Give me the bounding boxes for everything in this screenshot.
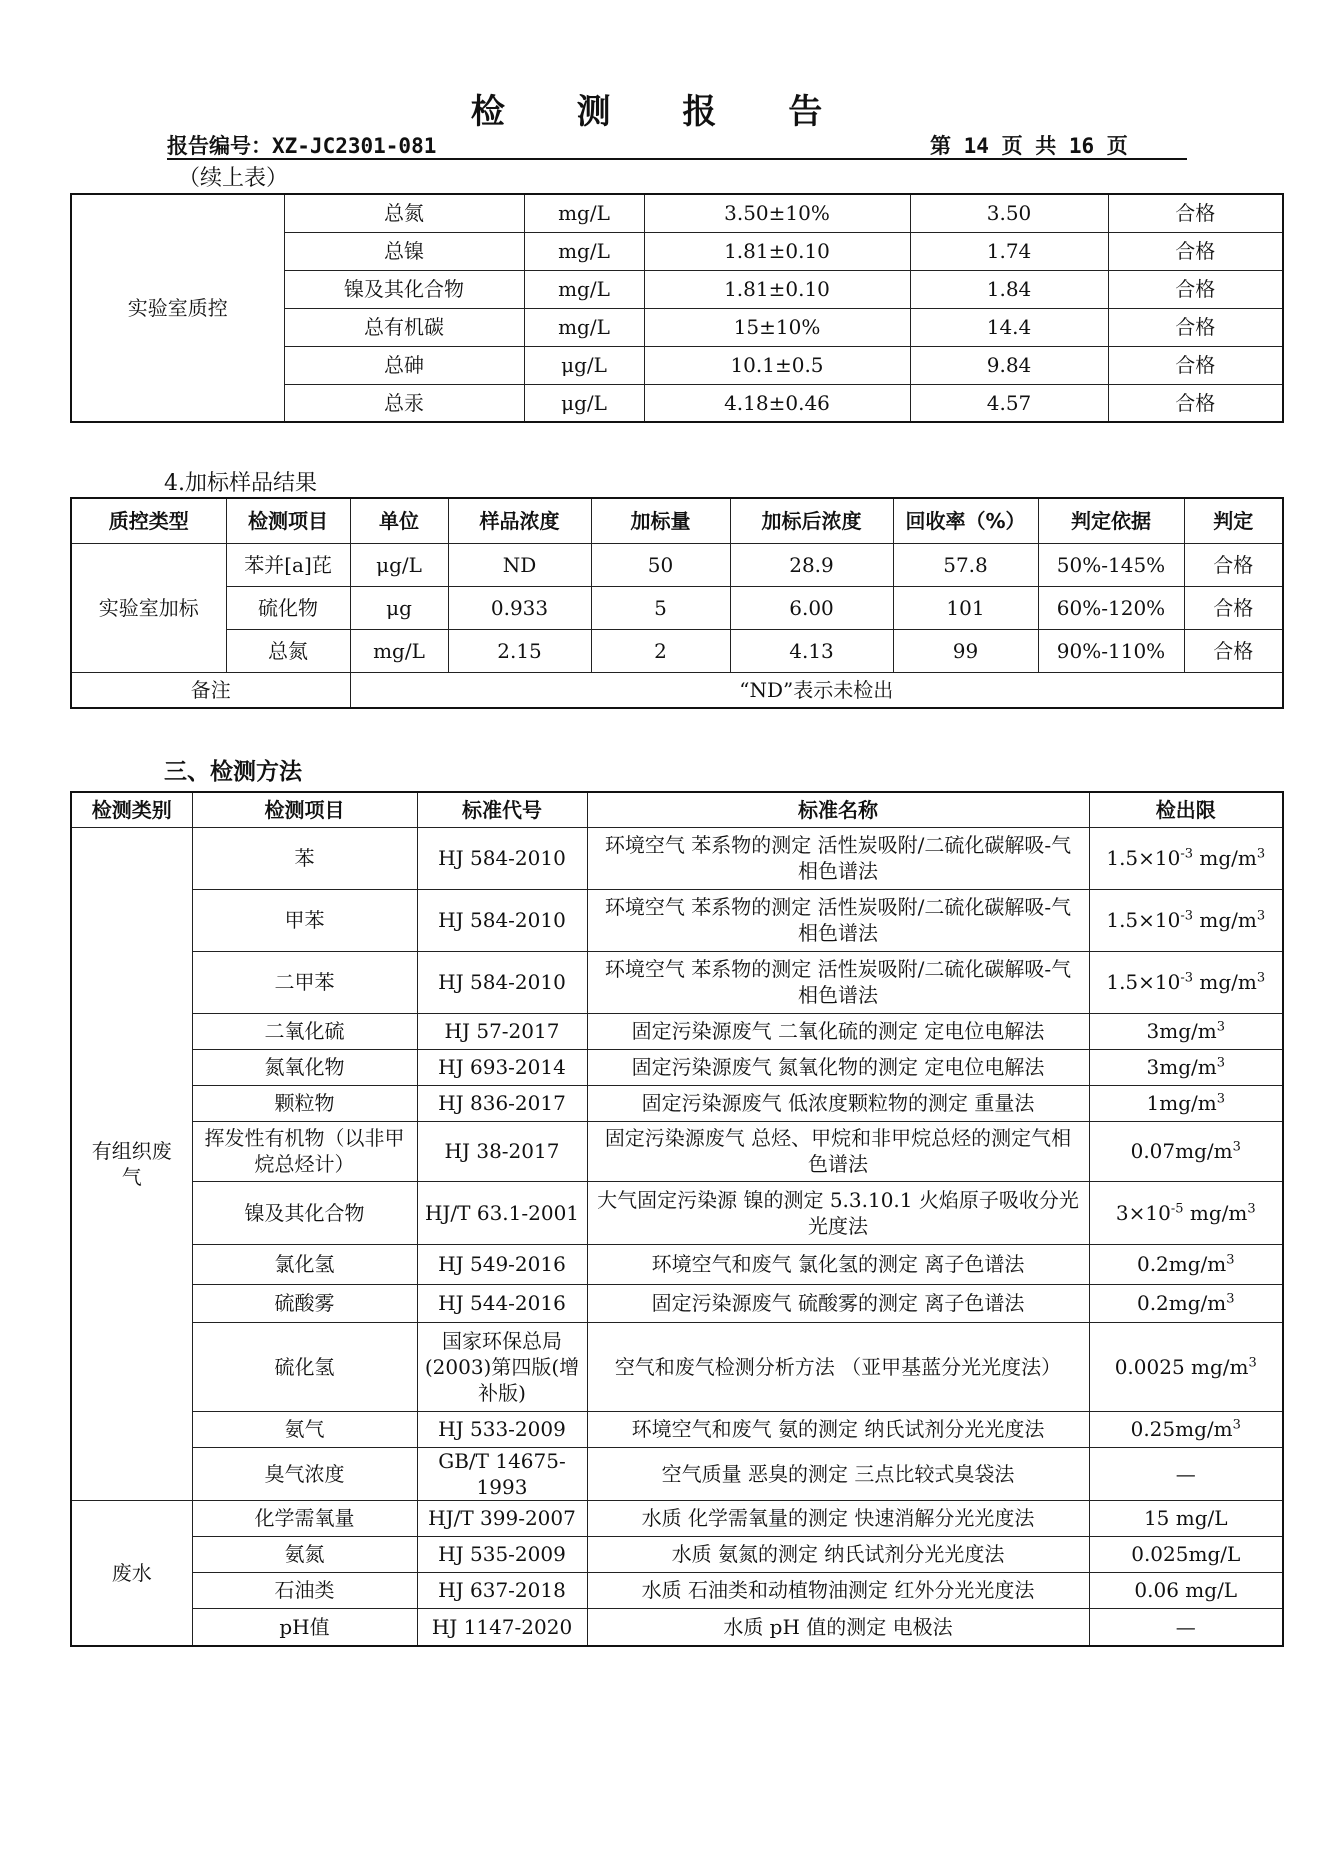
qc-result: 1.74 [910,232,1108,270]
table-row [71,889,1283,951]
remark-row [71,672,1283,708]
qc-table [70,193,1284,423]
limit-value: 3mg/m [1146,1019,1217,1043]
method-name: 空气质量 恶臭的测定 三点比较式臭袋法 [587,1447,1089,1500]
table-row [71,1284,1283,1322]
spike-header-cell: 单位 [350,498,448,543]
limit-value: 3mg/m [1146,1055,1217,1079]
method-table [70,791,1284,1647]
spike-added: 5 [591,586,730,629]
limit-unit-exponent: 3 [1256,970,1266,986]
table-row [71,543,1283,586]
method-name: 固定污染源废气 硫酸雾的测定 离子色谱法 [587,1284,1089,1322]
method-code: HJ 544-2016 [417,1284,587,1322]
method-code: HJ 584-2010 [417,827,587,889]
table-row [71,1085,1283,1121]
method-code: HJ/T 399-2007 [417,1500,587,1536]
qc-verdict: 合格 [1108,384,1283,422]
method-limit: 0.06 mg/L [1089,1572,1283,1608]
table-row [71,1536,1283,1572]
method-name: 水质 pH 值的测定 电极法 [587,1608,1089,1646]
qc-verdict: 合格 [1108,232,1283,270]
qc-result: 1.84 [910,270,1108,308]
method-name: 固定污染源废气 氮氧化物的测定 定电位电解法 [587,1049,1089,1085]
spike-recovery: 101 [893,586,1038,629]
limit-value: 0.2mg/m [1136,1291,1227,1315]
limit-value: 1.5×10 [1106,846,1181,870]
qc-verdict: 合格 [1108,308,1283,346]
spike-section-title: 4.加标样品结果 [164,471,317,496]
page-number: 第 14 页 共 16 页 [930,134,1128,158]
limit-unit-exponent: 3 [1256,908,1266,924]
method-code: GB/T 14675-1993 [417,1447,587,1500]
qc-verdict: 合格 [1108,346,1283,384]
table-header-row [71,498,1283,543]
limit-value: 1.5×10 [1106,908,1181,932]
method-item: 化学需氧量 [192,1500,417,1536]
method-group-gas: 有组织废气 [71,827,192,1500]
spike-header-cell: 加标量 [591,498,730,543]
spike-header-cell: 样品浓度 [448,498,591,543]
table-row [71,629,1283,672]
spike-basis: 90%-110% [1038,629,1184,672]
limit-exponent: 3 [1216,1055,1225,1071]
limit-unit: mg/m [1183,1200,1248,1225]
method-code: HJ 57-2017 [417,1013,587,1049]
method-limit [1089,1244,1283,1284]
method-limit: 15 mg/L [1089,1500,1283,1536]
method-group-water: 废水 [71,1500,192,1646]
limit-value: 0.07mg/m [1130,1139,1233,1163]
method-code: HJ 533-2009 [417,1411,587,1447]
method-item: 臭气浓度 [192,1447,417,1500]
table-header-row [71,792,1283,827]
method-limit [1089,1447,1283,1500]
limit-exponent: 3 [1232,1139,1241,1155]
method-item: 二甲苯 [192,951,417,1013]
method-name: 水质 化学需氧量的测定 快速消解分光光度法 [587,1500,1089,1536]
limit-exponent: -5 [1170,1200,1184,1216]
table-row [71,1608,1283,1646]
spike-after: 28.9 [730,543,893,586]
qc-group-label: 实验室质控 [71,194,284,422]
limit-exponent: -3 [1180,970,1194,986]
method-header-cell: 标准名称 [587,792,1089,827]
method-code: HJ 693-2014 [417,1049,587,1085]
qc-standard: 1.81±0.10 [644,232,910,270]
limit-exponent: 3 [1248,1354,1257,1370]
method-item: 硫化氢 [192,1322,417,1411]
spike-item: 总氮 [226,629,350,672]
method-header-cell: 标准代号 [417,792,587,827]
spike-header-cell: 检测项目 [226,498,350,543]
spike-group-label: 实验室加标 [71,543,226,672]
spike-sample: 0.933 [448,586,591,629]
method-item: 二氧化硫 [192,1013,417,1049]
method-item: 硫酸雾 [192,1284,417,1322]
method-name: 空气和废气检测分析方法 （亚甲基蓝分光光度法） [587,1322,1089,1411]
spike-recovery: 57.8 [893,543,1038,586]
method-limit [1089,827,1283,889]
method-code: HJ 584-2010 [417,889,587,951]
limit-exponent: 3 [1226,1291,1235,1307]
spike-verdict: 合格 [1184,586,1283,629]
limit-exponent: 3 [1226,1252,1235,1268]
table-row [71,1322,1283,1411]
table-row [71,951,1283,1013]
spike-verdict: 合格 [1184,543,1283,586]
method-limit [1089,1322,1283,1411]
spike-unit: μg [350,586,448,629]
table-row [71,1181,1283,1244]
limit-exponent: 3 [1216,1091,1225,1107]
method-name: 环境空气和废气 氨的测定 纳氏试剂分光光度法 [587,1411,1089,1447]
method-limit [1089,1181,1283,1244]
spike-after: 4.13 [730,629,893,672]
qc-standard: 1.81±0.10 [644,270,910,308]
spike-item: 苯并[a]芘 [226,543,350,586]
table-row [71,827,1283,889]
method-section-title: 三、检测方法 [164,759,302,785]
spike-header-cell: 判定 [1184,498,1283,543]
method-item: 挥发性有机物（以非甲烷总烃计） [192,1121,417,1181]
method-item: 氨气 [192,1411,417,1447]
qc-unit: μg/L [524,384,644,422]
qc-item: 总有机碳 [284,308,524,346]
qc-result: 9.84 [910,346,1108,384]
spike-unit: μg/L [350,543,448,586]
qc-unit: μg/L [524,346,644,384]
qc-item: 镍及其化合物 [284,270,524,308]
qc-unit: mg/L [524,270,644,308]
method-limit [1089,889,1283,951]
spike-header-cell: 加标后浓度 [730,498,893,543]
method-name: 固定污染源废气 二氧化硫的测定 定电位电解法 [587,1013,1089,1049]
qc-item: 总砷 [284,346,524,384]
table-row [71,1447,1283,1500]
method-name: 环境空气 苯系物的测定 活性炭吸附/二硫化碳解吸-气相色谱法 [587,827,1089,889]
limit-value: 3×10 [1115,1200,1171,1225]
spike-unit: mg/L [350,629,448,672]
method-header-cell: 检出限 [1089,792,1283,827]
method-name: 固定污染源废气 低浓度颗粒物的测定 重量法 [587,1085,1089,1121]
limit-unit: mg/m [1193,970,1257,994]
spike-verdict: 合格 [1184,629,1283,672]
method-code: HJ 549-2016 [417,1244,587,1284]
method-name: 环境空气 苯系物的测定 活性炭吸附/二硫化碳解吸-气相色谱法 [587,951,1089,1013]
method-limit [1089,1121,1283,1181]
spike-added: 50 [591,543,730,586]
qc-unit: mg/L [524,232,644,270]
method-name: 大气固定污染源 镍的测定 5.3.10.1 火焰原子吸收分光光度法 [587,1181,1089,1244]
limit-value: — [1175,1461,1196,1486]
method-code: HJ 584-2010 [417,951,587,1013]
method-limit: — [1089,1608,1283,1646]
header-rule [167,158,1187,160]
method-item: pH值 [192,1608,417,1646]
method-code: HJ 38-2017 [417,1121,587,1181]
spike-header-cell: 判定依据 [1038,498,1184,543]
table-row [71,1572,1283,1608]
spike-header-cell: 质控类型 [71,498,226,543]
method-name: 环境空气和废气 氯化氢的测定 离子色谱法 [587,1244,1089,1284]
qc-standard: 4.18±0.46 [644,384,910,422]
method-name: 环境空气 苯系物的测定 活性炭吸附/二硫化碳解吸-气相色谱法 [587,889,1089,951]
spike-basis: 60%-120% [1038,586,1184,629]
limit-value: 0.2mg/m [1136,1252,1227,1276]
spike-item: 硫化物 [226,586,350,629]
spike-sample: ND [448,543,591,586]
method-item: 甲苯 [192,889,417,951]
table-row [71,586,1283,629]
qc-verdict: 合格 [1108,270,1283,308]
method-header-cell: 检测项目 [192,792,417,827]
method-code: HJ 1147-2020 [417,1608,587,1646]
method-item: 镍及其化合物 [192,1181,417,1244]
table-row [71,1049,1283,1085]
spike-added: 2 [591,629,730,672]
table-row [71,1013,1283,1049]
table-row [71,194,1283,232]
limit-value: 0.0025 mg/m [1114,1354,1249,1379]
limit-unit-exponent: 3 [1247,1200,1256,1216]
qc-result: 3.50 [910,194,1108,232]
method-limit [1089,1049,1283,1085]
method-code: HJ/T 63.1-2001 [417,1181,587,1244]
method-code: HJ 836-2017 [417,1085,587,1121]
method-code: HJ 637-2018 [417,1572,587,1608]
qc-item: 总镍 [284,232,524,270]
qc-result: 4.57 [910,384,1108,422]
spike-basis: 50%-145% [1038,543,1184,586]
limit-unit-exponent: 3 [1256,846,1266,862]
qc-result: 14.4 [910,308,1108,346]
limit-value: 1mg/m [1146,1091,1217,1115]
remark-text: “ND”表示未检出 [350,672,1283,708]
method-item: 氮氧化物 [192,1049,417,1085]
spike-recovery: 99 [893,629,1038,672]
remark-label: 备注 [71,672,350,708]
qc-verdict: 合格 [1108,194,1283,232]
qc-standard: 15±10% [644,308,910,346]
limit-value: 0.25mg/m [1130,1417,1233,1441]
method-limit [1089,1085,1283,1121]
limit-value: 1.5×10 [1106,970,1181,994]
method-limit: 0.025mg/L [1089,1536,1283,1572]
spike-after: 6.00 [730,586,893,629]
method-limit [1089,1013,1283,1049]
method-item: 颗粒物 [192,1085,417,1121]
qc-standard: 10.1±0.5 [644,346,910,384]
spike-header-cell: 回收率（%） [893,498,1038,543]
continued-note: （续上表） [178,166,289,191]
qc-standard: 3.50±10% [644,194,910,232]
method-item: 苯 [192,827,417,889]
method-name: 水质 石油类和动植物油测定 红外分光光度法 [587,1572,1089,1608]
method-header-cell: 检测类别 [71,792,192,827]
method-limit [1089,951,1283,1013]
qc-item: 总氮 [284,194,524,232]
table-row [71,1244,1283,1284]
qc-item: 总汞 [284,384,524,422]
method-item: 氯化氢 [192,1244,417,1284]
method-item: 石油类 [192,1572,417,1608]
method-code: 国家环保总局(2003)第四版(增补版) [417,1322,587,1411]
spike-sample: 2.15 [448,629,591,672]
limit-exponent: -3 [1180,846,1194,862]
method-name: 固定污染源废气 总烃、甲烷和非甲烷总烃的测定气相色谱法 [587,1121,1089,1181]
report-number: 报告编号：XZ-JC2301-081 [167,134,437,158]
limit-unit: mg/m [1193,846,1257,870]
limit-exponent: 3 [1232,1417,1241,1433]
table-row [71,1500,1283,1536]
limit-unit: mg/m [1193,908,1257,932]
limit-exponent: 3 [1216,1019,1225,1035]
method-item: 氨氮 [192,1536,417,1572]
qc-unit: mg/L [524,308,644,346]
method-limit [1089,1411,1283,1447]
method-code: HJ 535-2009 [417,1536,587,1572]
table-row [71,1411,1283,1447]
limit-exponent: -3 [1180,908,1194,924]
qc-unit: mg/L [524,194,644,232]
spike-table [70,497,1284,709]
table-row [71,1121,1283,1181]
method-limit [1089,1284,1283,1322]
report-title: 检 测 报 告 [470,92,853,132]
method-name: 水质 氨氮的测定 纳氏试剂分光光度法 [587,1536,1089,1572]
